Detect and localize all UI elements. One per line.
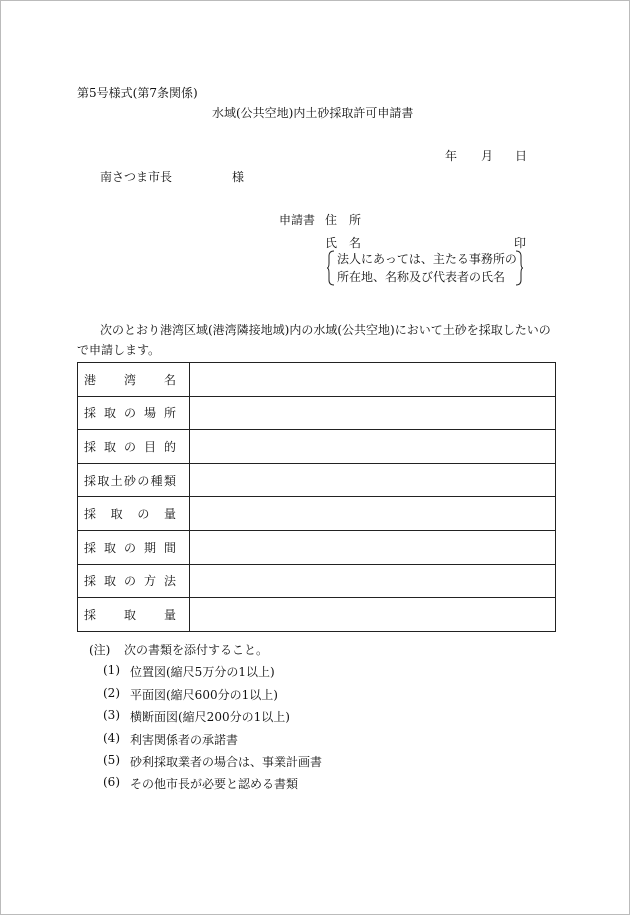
note-item-number: (6)	[103, 775, 120, 789]
notes-heading: (注)	[89, 643, 111, 657]
row-label	[78, 530, 190, 564]
corporate-note-line2: 所在地、名称及び代表者の氏名	[337, 270, 506, 284]
table-row	[78, 564, 556, 598]
row-label	[78, 564, 190, 598]
row-value-cell[interactable]	[190, 430, 556, 464]
row-value-cell[interactable]	[190, 530, 556, 564]
table-row	[78, 598, 556, 632]
note-item-text: 砂利採取業者の場合は、事業計画書	[130, 755, 323, 769]
row-value-cell[interactable]	[190, 564, 556, 598]
note-item-number: (3)	[103, 708, 120, 722]
corporate-note	[327, 250, 523, 286]
notes-intro: 次の書類を添付すること。	[124, 643, 269, 657]
table-row	[78, 396, 556, 430]
note-item-text: 利害関係者の承諾書	[130, 733, 239, 747]
date-year-label: 年	[445, 149, 458, 163]
row-label	[78, 430, 190, 464]
application-table	[77, 362, 556, 632]
note-item-text: 平面図(縮尺600分の1以上)	[130, 688, 278, 702]
note-item-number: (1)	[103, 663, 120, 677]
corporate-note-line1: 法人にあっては、主たる事務所の	[337, 252, 517, 266]
row-label-text: 採 取 土 砂 の 種 類	[84, 473, 176, 488]
note-item-text: 横断面図(縮尺200分の1以上)	[130, 710, 290, 724]
note-item-number: (5)	[103, 753, 120, 767]
date-month-label: 月	[481, 149, 494, 163]
applicant-name-label: 氏 名	[325, 236, 362, 250]
table-row	[78, 363, 556, 397]
note-item-text: 位置図(縮尺5万分の1以上)	[130, 665, 275, 679]
row-label	[78, 497, 190, 531]
row-label	[78, 363, 190, 397]
note-item-text: その他市長が必要と認める書類	[130, 777, 299, 791]
table-row	[78, 497, 556, 531]
row-value-cell[interactable]	[190, 497, 556, 531]
note-item-number: (4)	[103, 731, 120, 745]
row-label-text: 採 取 の 量	[84, 507, 176, 522]
form-number: 第5号様式(第7条関係)	[77, 86, 198, 100]
table-row	[78, 430, 556, 464]
seal-mark: 印	[514, 236, 527, 250]
body-line-1: 次のとおり港湾区域(港湾隣接地域)内の水域(公共空地)において土砂を採取したいの	[100, 323, 551, 337]
note-item-number: (2)	[103, 686, 120, 700]
row-value-cell[interactable]	[190, 396, 556, 430]
row-label-text: 採 取 の 場 所	[84, 406, 176, 421]
row-label-text: 港 湾 名	[84, 372, 176, 387]
form-title: 水域(公共空地)内土砂採取許可申請書	[212, 106, 414, 120]
row-value-cell[interactable]	[190, 598, 556, 632]
row-label	[78, 598, 190, 632]
row-label-text: 採 取 量	[84, 607, 176, 622]
row-label-text: 採 取 の 目 的	[84, 439, 176, 454]
row-label	[78, 396, 190, 430]
row-label-text: 採 取 の 期 間	[84, 540, 176, 555]
row-value-cell[interactable]	[190, 463, 556, 497]
table-row	[78, 463, 556, 497]
row-label-text: 採 取 の 方 法	[84, 574, 176, 589]
body-line-2: で申請します。	[77, 343, 161, 357]
row-value-cell[interactable]	[190, 363, 556, 397]
date-day-label: 日	[515, 149, 528, 163]
table-row	[78, 530, 556, 564]
applicant-address-label: 住 所	[325, 213, 362, 227]
addressee-honorific: 様	[232, 170, 245, 184]
row-label	[78, 463, 190, 497]
addressee-name: 南さつま市長	[100, 170, 173, 184]
applicant-heading: 申請書	[279, 213, 316, 227]
